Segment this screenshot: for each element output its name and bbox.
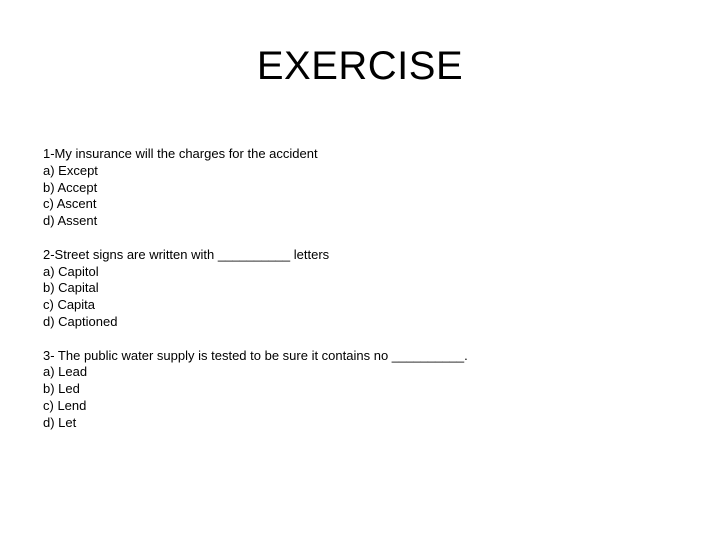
question-2-prompt: 2-Street signs are written with __________ letters — [43, 246, 330, 262]
question-3-prompt: 3- The public water supply is tested to be sure it contains no __________. — [43, 347, 468, 363]
page-title: EXERCISE — [256, 44, 464, 88]
question-1-prompt: 1-My insurance will the charges for the accident — [43, 146, 318, 161]
question-2-option-d: d) Captioned — [43, 313, 118, 329]
question-2-option-b: b) Capital — [43, 280, 99, 296]
question-1-option-c: c) Ascent — [43, 196, 97, 212]
question-1 — [43, 146, 683, 230]
question-3 — [43, 348, 683, 432]
question-2-option-a: a) Capitol — [43, 263, 99, 279]
question-3-option-d: d) Let — [43, 414, 77, 430]
exercise-content — [43, 146, 683, 448]
question-3-option-a: a) Lead — [43, 364, 88, 380]
question-2-option-c: c) Capita — [43, 297, 96, 313]
question-1-option-b: b) Accept — [43, 179, 98, 195]
question-3-option-b: b) Led — [43, 381, 80, 397]
question-1-option-d: d) Assent — [43, 213, 98, 229]
question-3-option-c: c) Lend — [43, 397, 87, 413]
question-2 — [43, 247, 683, 331]
question-1-option-a: a) Except — [43, 162, 98, 178]
